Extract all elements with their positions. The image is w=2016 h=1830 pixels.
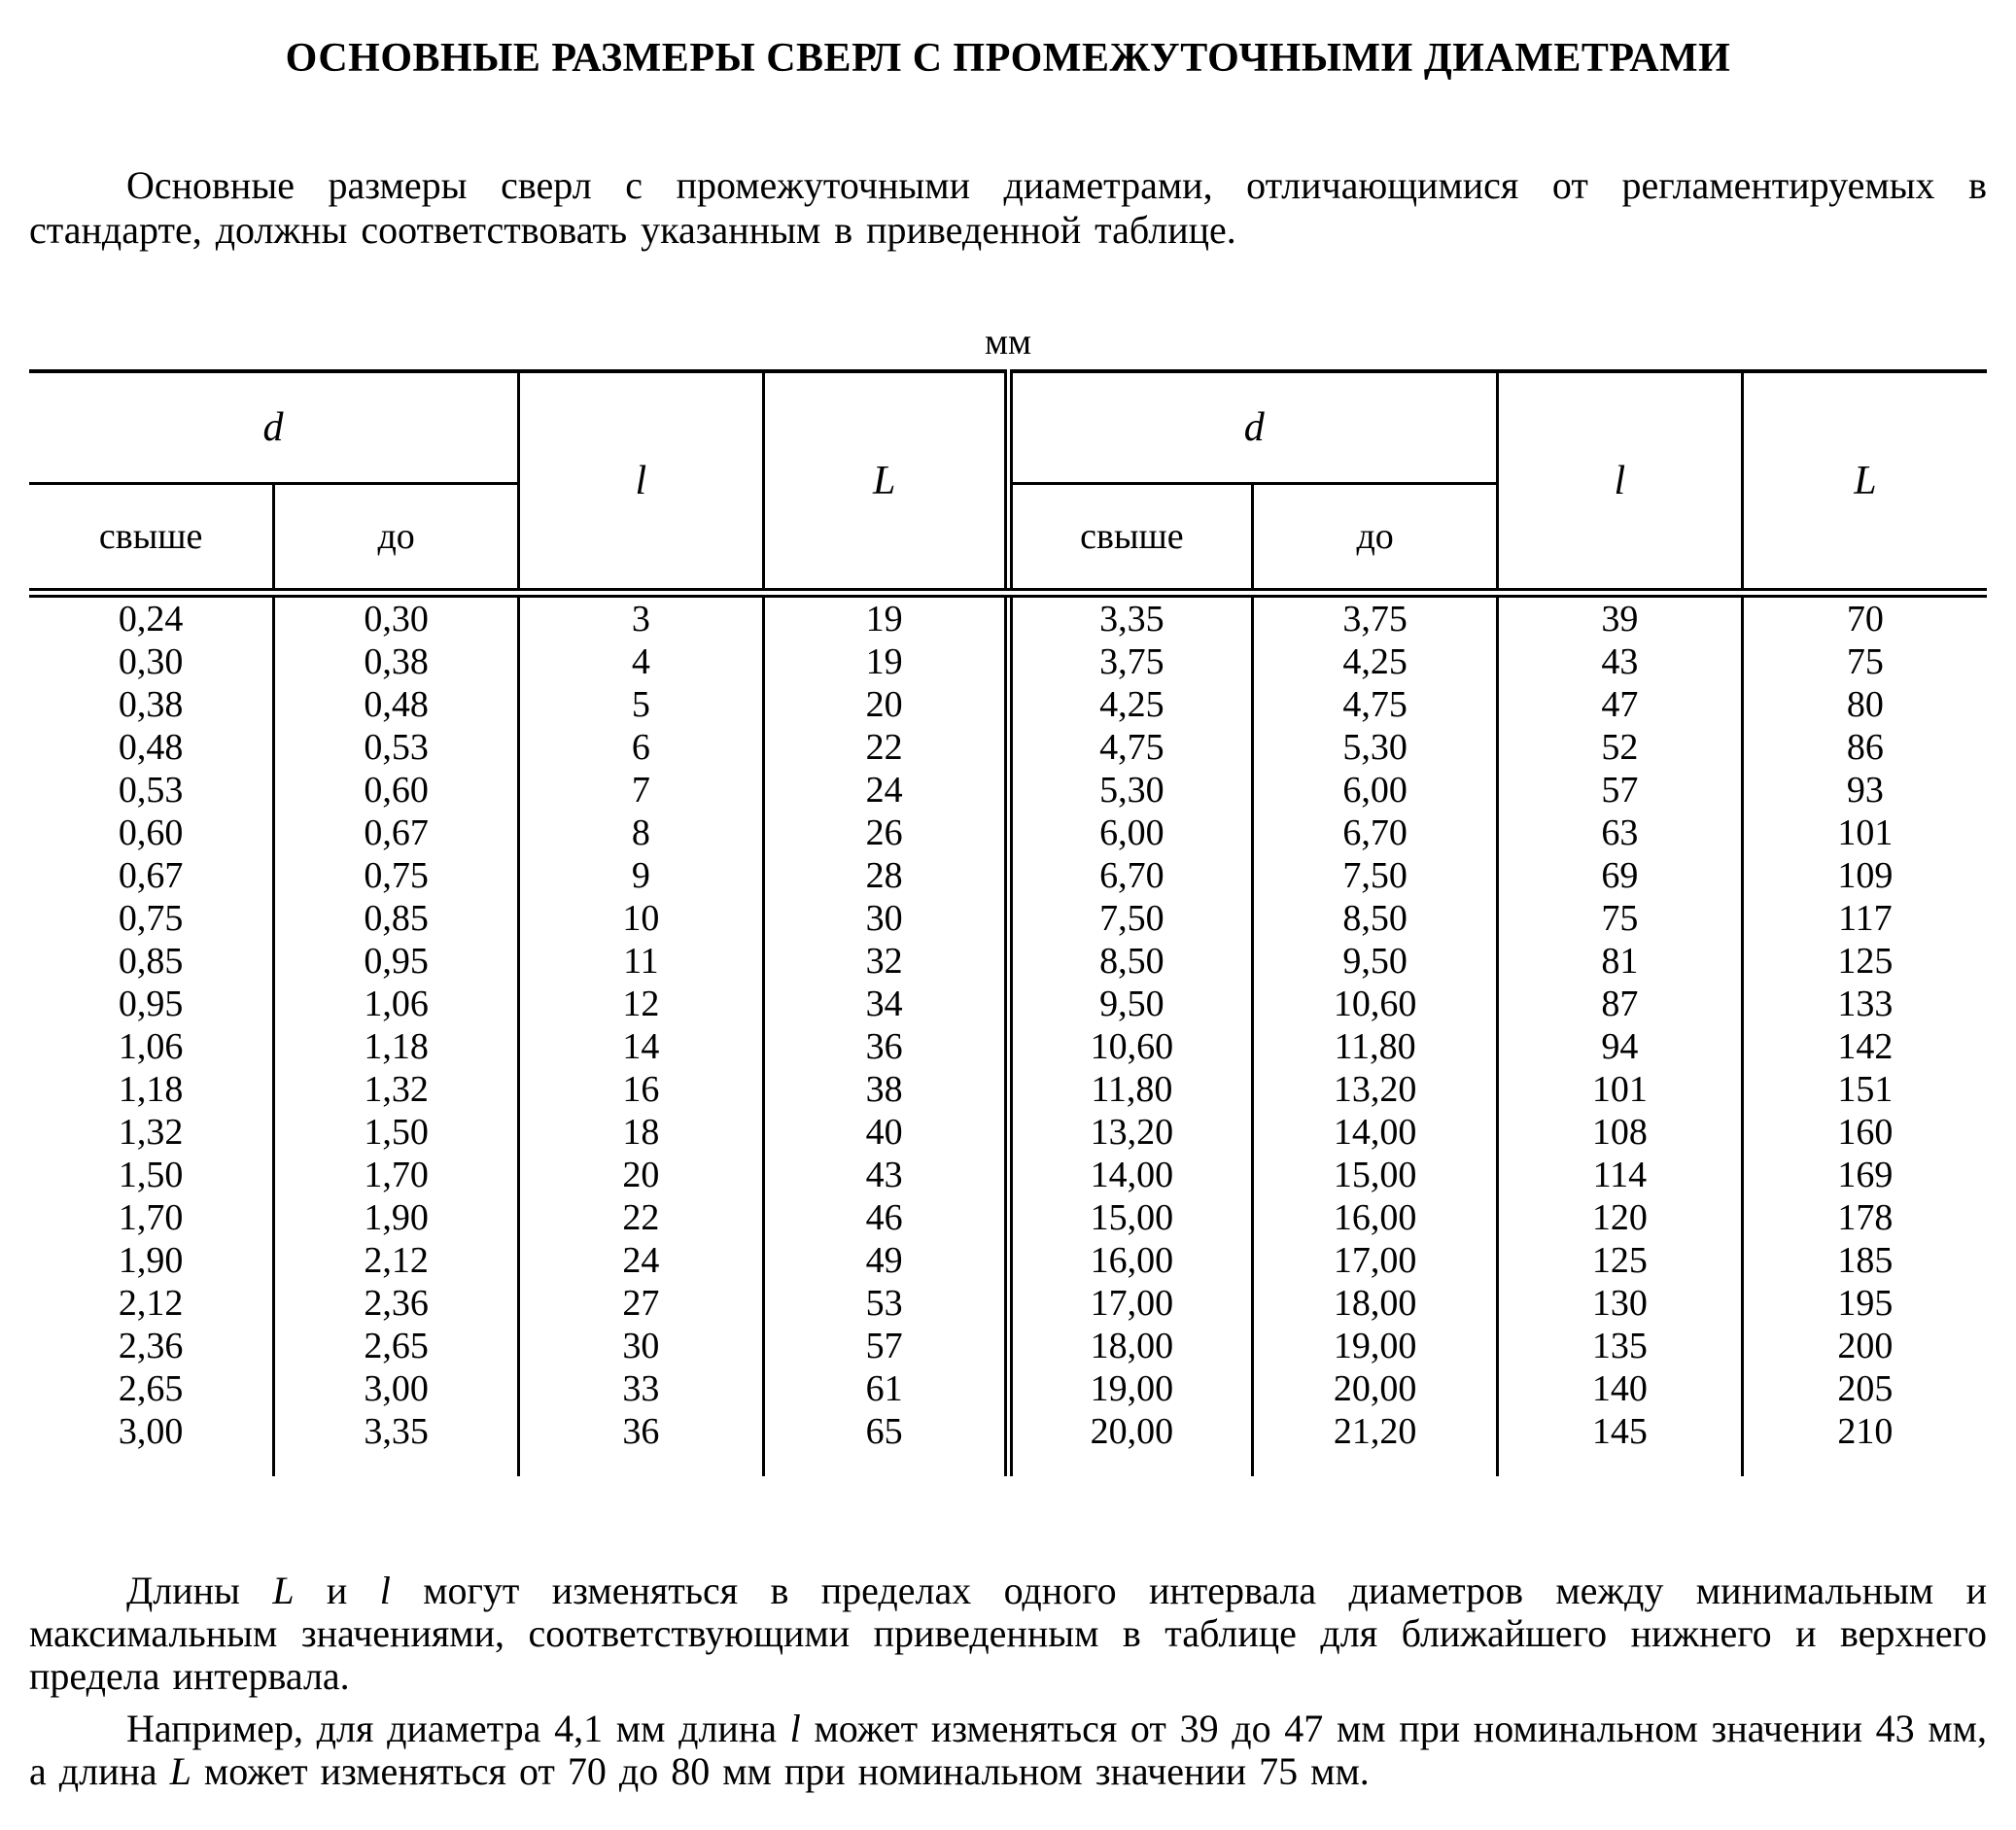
table-cell: 3,00 (118, 1411, 184, 1452)
table-cell: 135 (1498, 1325, 1743, 1367)
table-cell: 0,53 (118, 770, 184, 811)
table-cell: 0,85 (274, 897, 519, 940)
col-header-to-right: до (1253, 484, 1498, 594)
units-label: мм (984, 322, 1032, 363)
table-cell: 0,67 (118, 855, 184, 896)
table-cell: 11,80 (1253, 1025, 1498, 1068)
page-title: ОСНОВНЫЕ РАЗМЕРЫ СВЕРЛ С ПРОМЕЖУТОЧНЫМИ ДИАМЕТРАМИ (285, 36, 1731, 81)
table-cell: 0,48 (274, 683, 519, 726)
table-cell: 210 (1742, 1410, 1987, 1453)
table-row (29, 811, 1987, 854)
col-header-L-left: L (763, 371, 1008, 593)
col-header-L-right: L (1742, 371, 1987, 593)
col-header-l-right: l (1498, 371, 1743, 593)
drill-sizes-table (29, 369, 1987, 1476)
table-cell: 17,00 (1253, 1239, 1498, 1282)
table-cell: 1,50 (274, 1111, 519, 1154)
table-header-row-1 (29, 371, 1987, 484)
table-cell: 0,38 (274, 640, 519, 683)
table-cell: 0,38 (118, 684, 184, 725)
table-cell: 4,75 (1253, 683, 1498, 726)
table-cell: 145 (1498, 1410, 1743, 1453)
table-cell: 53 (763, 1282, 1008, 1325)
table-cell: 0,30 (118, 641, 184, 682)
table-cell: 21,20 (1253, 1410, 1498, 1453)
table-cell: 10 (519, 897, 764, 940)
table-cell: 101 (1498, 1068, 1743, 1111)
table-cell: 24 (763, 769, 1008, 811)
table-cell: 27 (519, 1282, 764, 1325)
table-cell: 151 (1742, 1068, 1987, 1111)
note-paragraph-2: Например, для диаметра 4,1 мм длина l может изменяться от 39 до 47 мм при номинальном значении 43 мм, а длина L может изменяться от 70 до 80 мм при номинальном значении 75 мм. (29, 1707, 1987, 1793)
table-cell: 6,70 (1253, 811, 1498, 854)
table-cell: 3,00 (274, 1367, 519, 1410)
table-cell: 2,65 (274, 1325, 519, 1367)
table-cell: 18,00 (1008, 1325, 1253, 1367)
table-row (29, 1325, 1987, 1367)
table-row (29, 1154, 1987, 1196)
table-cell: 6 (519, 726, 764, 769)
table-cell: 10,60 (1253, 983, 1498, 1025)
table-body (29, 593, 1987, 1453)
table-cell: 9,50 (1253, 940, 1498, 983)
table-cell: 57 (763, 1325, 1008, 1367)
table-cell: 185 (1742, 1239, 1987, 1282)
table-cell: 1,32 (274, 1068, 519, 1111)
table-row (29, 1410, 1987, 1453)
table-cell: 93 (1742, 769, 1987, 811)
table-cell: 0,75 (274, 854, 519, 897)
table-cell: 1,90 (274, 1196, 519, 1239)
table-cell: 16,00 (1008, 1239, 1253, 1282)
table-cell: 22 (519, 1196, 764, 1239)
table-cell: 22 (763, 726, 1008, 769)
table-row (29, 683, 1987, 726)
table-cell: 20,00 (1253, 1367, 1498, 1410)
table-cell: 7,50 (1008, 897, 1253, 940)
table-cell: 0,67 (274, 811, 519, 854)
table-cell: 94 (1498, 1025, 1743, 1068)
table-cell: 8 (519, 811, 764, 854)
table-cell: 0,48 (118, 727, 184, 768)
table-cell: 195 (1742, 1282, 1987, 1325)
table-cell: 52 (1498, 726, 1743, 769)
table-cell: 11,80 (1008, 1068, 1253, 1111)
table-cell: 18,00 (1253, 1282, 1498, 1325)
table-cell: 30 (519, 1325, 764, 1367)
intro-paragraph: Основные размеры сверл с промежуточными диаметрами, отличающимися от регламентируемых в стандарте, должны соответствовать указанным в приведенной таблице. (29, 163, 1987, 252)
table-cell: 8,50 (1253, 897, 1498, 940)
table-cell: 108 (1498, 1111, 1743, 1154)
table-cell: 142 (1742, 1025, 1987, 1068)
table-cell: 5,30 (1253, 726, 1498, 769)
table-cell: 19 (763, 640, 1008, 683)
table-cell: 30 (763, 897, 1008, 940)
table-cell: 1,32 (118, 1112, 184, 1153)
table-row (29, 1068, 1987, 1111)
table-row (29, 640, 1987, 683)
table-cell: 3,35 (274, 1410, 519, 1453)
table-cell: 33 (519, 1367, 764, 1410)
table-cell: 0,95 (274, 940, 519, 983)
table-cell: 20,00 (1008, 1410, 1253, 1453)
table-row (29, 854, 1987, 897)
col-header-to-left: до (274, 484, 519, 594)
col-header-d-right: d (1008, 371, 1498, 484)
table-cell: 4,25 (1008, 683, 1253, 726)
table-cell: 0,30 (274, 593, 519, 640)
table-cell: 1,06 (118, 1026, 184, 1067)
table-cell: 8,50 (1008, 940, 1253, 983)
table-cell: 0,60 (274, 769, 519, 811)
table-cell: 13,20 (1008, 1111, 1253, 1154)
table-row (29, 593, 1987, 640)
table-cell: 46 (763, 1196, 1008, 1239)
table-cell: 9,50 (1008, 983, 1253, 1025)
table-cell: 15,00 (1253, 1154, 1498, 1196)
table-cell: 2,12 (118, 1283, 184, 1324)
table-cell: 1,90 (118, 1240, 184, 1281)
table-row (29, 1196, 1987, 1239)
table-cell: 57 (1498, 769, 1743, 811)
table-row (29, 940, 1987, 983)
table-cell: 2,65 (118, 1368, 184, 1409)
table-cell: 81 (1498, 940, 1743, 983)
table-cell: 80 (1742, 683, 1987, 726)
table-cell: 61 (763, 1367, 1008, 1410)
table-cell: 133 (1742, 983, 1987, 1025)
table-cell: 32 (763, 940, 1008, 983)
table-cell: 1,70 (118, 1197, 184, 1238)
table-row (29, 1239, 1987, 1282)
table-row (29, 1111, 1987, 1154)
table-cell: 125 (1742, 940, 1987, 983)
table-cell: 75 (1742, 640, 1987, 683)
table-cell: 1,18 (118, 1069, 184, 1110)
table-cell: 114 (1498, 1154, 1743, 1196)
table-cell: 101 (1742, 811, 1987, 854)
table-cell: 6,00 (1253, 769, 1498, 811)
table-cell: 0,95 (118, 984, 184, 1024)
table-row (29, 1025, 1987, 1068)
table-cell: 16 (519, 1068, 764, 1111)
table-cell: 5,30 (1008, 769, 1253, 811)
table-cell: 6,00 (1008, 811, 1253, 854)
table-row (29, 897, 1987, 940)
table-cell: 3 (519, 593, 764, 640)
table-cell: 36 (763, 1025, 1008, 1068)
table-rule-extension-row (29, 1453, 1987, 1476)
table-cell: 38 (763, 1068, 1008, 1111)
table-cell: 47 (1498, 683, 1743, 726)
table-cell: 43 (1498, 640, 1743, 683)
table-cell: 1,50 (118, 1155, 184, 1195)
table-cell: 140 (1498, 1367, 1743, 1410)
table-row (29, 1282, 1987, 1325)
table-cell: 10,60 (1008, 1025, 1253, 1068)
table-cell: 7,50 (1253, 854, 1498, 897)
table-cell: 19 (763, 593, 1008, 640)
table-cell: 86 (1742, 726, 1987, 769)
table-cell: 69 (1498, 854, 1743, 897)
table-cell: 3,35 (1008, 593, 1253, 640)
table-cell: 14,00 (1253, 1111, 1498, 1154)
table-cell: 0,24 (118, 599, 184, 639)
table-cell: 20 (763, 683, 1008, 726)
col-header-l-left: l (519, 371, 764, 593)
table-cell: 17,00 (1008, 1282, 1253, 1325)
table-cell: 200 (1742, 1325, 1987, 1367)
table-cell: 130 (1498, 1282, 1743, 1325)
table-cell: 178 (1742, 1196, 1987, 1239)
table-cell: 43 (763, 1154, 1008, 1196)
table-cell: 3,75 (1253, 593, 1498, 640)
table-cell: 40 (763, 1111, 1008, 1154)
table-row (29, 726, 1987, 769)
table-cell: 109 (1742, 854, 1987, 897)
table-cell: 87 (1498, 983, 1743, 1025)
table-cell: 16,00 (1253, 1196, 1498, 1239)
notes-section (29, 1570, 1987, 1793)
table-cell: 125 (1498, 1239, 1743, 1282)
document-page (0, 35, 2016, 1793)
table-cell: 7 (519, 769, 764, 811)
table-cell: 160 (1742, 1111, 1987, 1154)
table-cell: 49 (763, 1239, 1008, 1282)
table-cell: 205 (1742, 1367, 1987, 1410)
table-cell: 13,20 (1253, 1068, 1498, 1111)
table-cell: 6,70 (1008, 854, 1253, 897)
table-cell: 15,00 (1008, 1196, 1253, 1239)
table-cell: 24 (519, 1239, 764, 1282)
table-cell: 34 (763, 983, 1008, 1025)
table-cell: 2,36 (118, 1326, 184, 1366)
table-cell: 5 (519, 683, 764, 726)
table-cell: 4,25 (1253, 640, 1498, 683)
table-cell: 0,75 (118, 898, 184, 939)
table-row (29, 1367, 1987, 1410)
table-cell: 19,00 (1253, 1325, 1498, 1367)
table-row (29, 983, 1987, 1025)
table-cell: 20 (519, 1154, 764, 1196)
table-cell: 169 (1742, 1154, 1987, 1196)
table-cell: 2,36 (274, 1282, 519, 1325)
table-cell: 28 (763, 854, 1008, 897)
table-cell: 1,06 (274, 983, 519, 1025)
col-header-over-right: свыше (1008, 484, 1253, 594)
table-row (29, 769, 1987, 811)
col-header-over-left: свыше (29, 484, 274, 594)
table-cell: 4,75 (1008, 726, 1253, 769)
table-cell: 0,85 (118, 941, 184, 982)
table-cell: 11 (519, 940, 764, 983)
table-cell: 36 (519, 1410, 764, 1453)
table-cell: 18 (519, 1111, 764, 1154)
table-cell: 14 (519, 1025, 764, 1068)
table-cell: 70 (1742, 593, 1987, 640)
table-cell: 12 (519, 983, 764, 1025)
table-cell: 63 (1498, 811, 1743, 854)
table-cell: 9 (519, 854, 764, 897)
table-cell: 0,60 (118, 812, 184, 853)
table-cell: 65 (763, 1410, 1008, 1453)
table-cell: 4 (519, 640, 764, 683)
table-cell: 26 (763, 811, 1008, 854)
table-cell: 3,75 (1008, 640, 1253, 683)
table-cell: 117 (1742, 897, 1987, 940)
table-cell: 39 (1498, 593, 1743, 640)
table-cell: 120 (1498, 1196, 1743, 1239)
table-cell: 1,18 (274, 1025, 519, 1068)
table-cell: 75 (1498, 897, 1743, 940)
table-cell: 1,70 (274, 1154, 519, 1196)
note-paragraph-1: Длины L и l могут изменяться в пределах одного интервала диаметров между минимальным и максимальным значениями, соответствующими приведенным в таблице для ближайшего нижнего и верхнего предела интервала. (29, 1569, 1988, 1698)
table-cell: 0,53 (274, 726, 519, 769)
table-cell: 2,12 (274, 1239, 519, 1282)
col-header-d-left: d (29, 371, 519, 484)
table-cell: 19,00 (1008, 1367, 1253, 1410)
table-cell: 14,00 (1008, 1154, 1253, 1196)
